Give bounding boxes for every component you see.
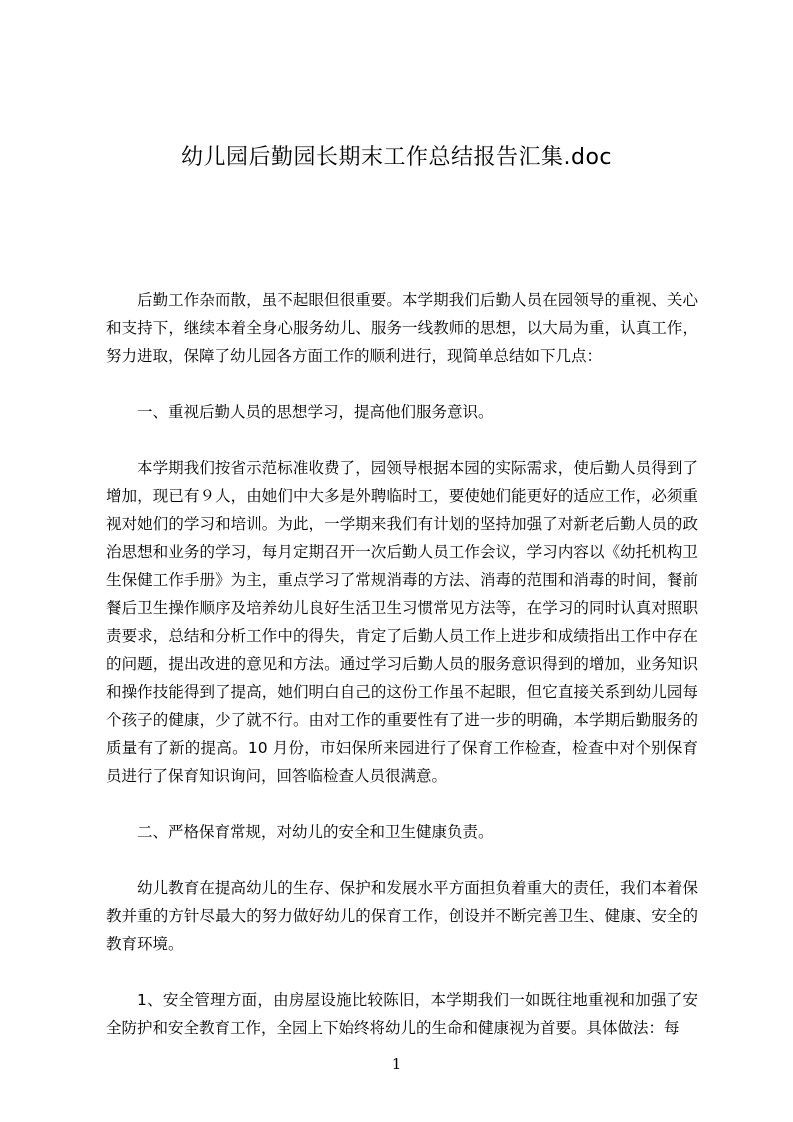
safety-management-paragraph: 1、安全管理方面，由房屋设施比较陈旧，本学期我们一如既往地重视和加强了安全防护和安全教育工作，全园上下始终将幼儿的生命和健康视为首要。具体做法：每 [106, 991, 698, 1037]
section-heading-1: 一、重视后勤人员的思想学习，提高他们服务意识。 [137, 403, 494, 421]
paragraph-spacer [106, 958, 698, 986]
section-heading-2: 二、严格保育常规，对幼儿的安全和卫生健康负责。 [137, 823, 494, 841]
paragraph-spacer [106, 846, 698, 874]
section-2-paragraph: 幼儿教育在提高幼儿的生存、保护和发展水平方面担负着重大的责任，我们本着保教并重的方针尽最大的努力做好幼儿的保育工作，创设并不断完善卫生、健康、安全的教育环境。 [106, 879, 698, 953]
page-number: 1 [391, 1055, 402, 1073]
paragraph-spacer [106, 790, 698, 818]
paragraph-spacer [106, 426, 698, 454]
paragraph-spacer [106, 370, 698, 398]
document-title: 幼儿园后勤园长期末工作总结报告汇集.doc [180, 145, 612, 170]
section-1-paragraph: 本学期我们按省示范标准收费了，园领导根据本园的实际需求，使后勤人员得到了增加，现已有９人，由她们中大多是外聘临时工，要使她们能更好的适应工作，必须重视对她们的学习和培训。为此，一学期来我们有计划的坚持加强了对新老后勤人员的政治思想和业务的学习，每月定期召开一次后勤人员工作会议，学习内容以《幼托机构卫生保健工作手册》为主，重点学习了常规消毒的方法、消毒的范围和消毒的时间，餐前餐后卫生操作顺序及培养幼儿良好生活卫生习惯常见方法等，在学习的同时认真对照职责要求，总结和分析工作中的得失，肯定了后勤人员工作上进步和成绩指出工作中存在的问题，提出改进的意见和方法。通过学习后勤人员的服务意识得到的增加，业务知识和操作技能得到了提高，她们明白自己的这份工作虽不起眼，但它直接关系到幼儿园每个孩子的健康，少了就不行。由对工作的重要性有了进一步的明确，本学期后勤服务的质量有了新的提高。10 月份，市妇保所来园进行了保育工作检查，检查中对个别保育员进行了保育知识询问，回答临检查人员很满意。 [106, 459, 698, 785]
document-body [106, 286, 698, 1042]
intro-paragraph: 后勤工作杂而散，虽不起眼但很重要。本学期我们后勤人员在园领导的重视、关心和支持下，继续本着全身心服务幼儿、服务一线教师的思想，以大局为重，认真工作，努力进取，保障了幼儿园各方面工作的顺利进行，现简单总结如下几点： [106, 291, 698, 365]
